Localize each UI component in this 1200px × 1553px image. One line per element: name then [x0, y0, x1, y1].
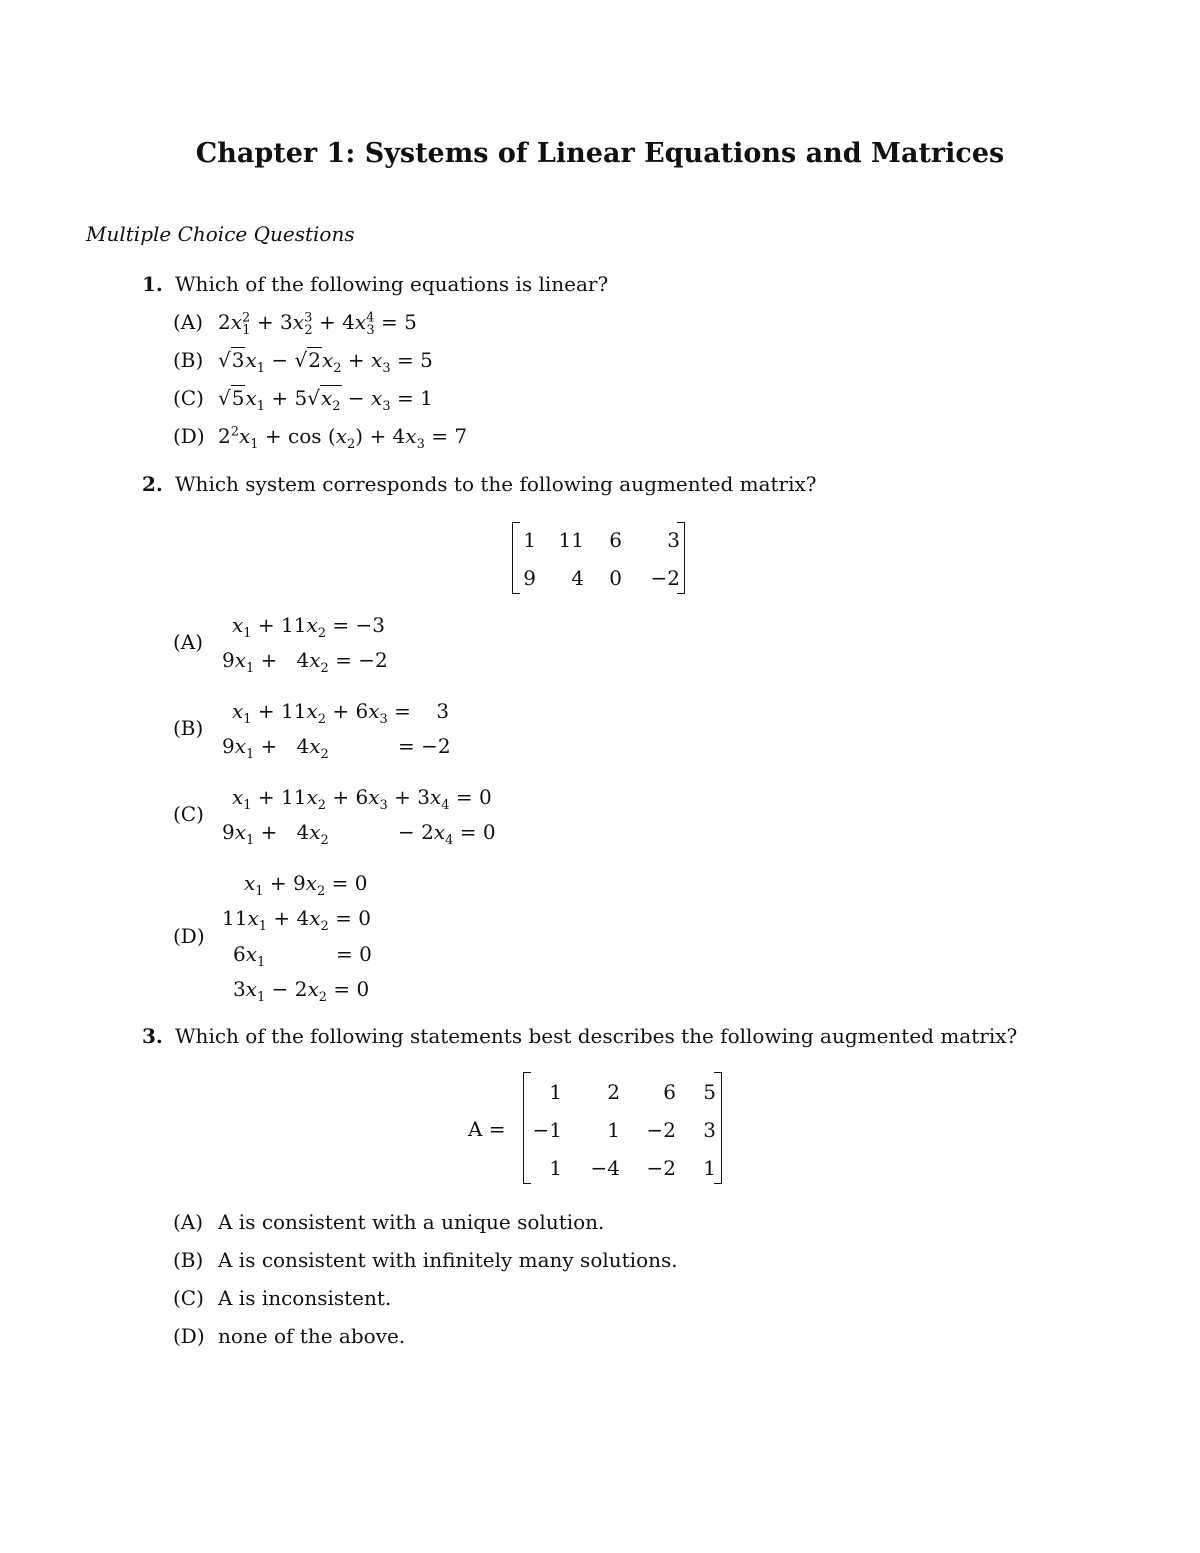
- q2-option-b-equation-2-rhs: = −2: [398, 734, 451, 758]
- matrix-cell: −1: [532, 1118, 562, 1142]
- question-1-number: 1.: [142, 272, 163, 296]
- q2-option-c-equation-2: $9x_1 + 4x_2$: [222, 820, 329, 848]
- question-2-text: Which system corresponds to the following augmented matrix?: [175, 472, 817, 496]
- q2-option-a-equation-2: $9x_1 + 4x_2 = -2$: [222, 648, 388, 676]
- matrix-cell: 2: [607, 1080, 620, 1104]
- question-2-number: 2.: [142, 472, 163, 496]
- matrix-cell: 9: [523, 566, 536, 590]
- q2-option-d-equation-3-rhs: = 0: [336, 942, 372, 966]
- q1-option-a-label: (A): [173, 310, 204, 334]
- q3-option-b-text: A is consistent with infinitely many solutions.: [218, 1248, 678, 1272]
- matrix-cell: 4: [571, 566, 584, 590]
- q2-option-c-equation-2-rhs: − $2x_4 = 0$: [398, 820, 496, 848]
- matrix-cell: 1: [549, 1156, 562, 1180]
- question-3-text: Which of the following statements best describes the following augmented matrix?: [175, 1024, 1018, 1048]
- page-title: Chapter 1: Systems of Linear Equations and Matrices: [195, 138, 1005, 169]
- q2-option-b-label: (B): [173, 716, 204, 740]
- question-3-number: 3.: [142, 1024, 163, 1048]
- q3-option-a-text: A is consistent with a unique solution.: [218, 1210, 605, 1234]
- matrix-cell: 6: [609, 528, 622, 552]
- matrix-cell: 5: [703, 1080, 716, 1104]
- matrix-cell: 1: [549, 1080, 562, 1104]
- matrix-cell: −2: [646, 1156, 676, 1180]
- q3-option-c-text: A is inconsistent.: [218, 1286, 392, 1310]
- q3-option-d-text: none of the above.: [218, 1324, 406, 1348]
- q2-option-d-equation-4: $3x_1 - 2x_2 = 0$: [233, 977, 370, 1005]
- q2-option-a-equation-1: $x_1 + 11x_2 = -3$: [232, 613, 386, 641]
- matrix-cell: 1: [607, 1118, 620, 1142]
- q1-option-a-equation: $2x^2_1 + 3x^3_2 + 4x^4_3 = 5$: [218, 310, 417, 338]
- q2-option-a-label: (A): [173, 630, 204, 654]
- matrix-cell: 11: [558, 528, 584, 552]
- section-heading: Multiple Choice Questions: [86, 222, 355, 246]
- q3-option-b-label: (B): [173, 1248, 204, 1272]
- q2-option-d-equation-3: $6x_1$: [233, 942, 266, 970]
- matrix-cell: −2: [650, 566, 680, 590]
- matrix-cell: 0: [609, 566, 622, 590]
- q2-option-c-equation-1: $x_1 + 11x_2 + 6x_3 + 3x_4 = 0$: [232, 785, 492, 813]
- matrix-name: A =: [468, 1117, 506, 1141]
- q3-option-a-label: (A): [173, 1210, 204, 1234]
- q1-option-c-equation: $√5x_1 + 5√x_2 - x_3 = 1$: [218, 386, 433, 414]
- question-1-text: Which of the following equations is linear?: [175, 272, 609, 296]
- q1-option-c-label: (C): [173, 386, 204, 410]
- q2-option-d-equation-2: $11x_1 + 4x_2 = 0$: [222, 906, 371, 934]
- matrix-cell: −4: [590, 1156, 620, 1180]
- matrix-cell: 1: [703, 1156, 716, 1180]
- matrix-cell: −2: [646, 1118, 676, 1142]
- matrix-cell: 1: [523, 528, 536, 552]
- matrix-cell: 3: [667, 528, 680, 552]
- q2-option-b-equation-1: $x_1 + 11x_2 + 6x_3$ = 3: [232, 699, 450, 727]
- q1-option-d-label: (D): [173, 424, 205, 448]
- q2-option-d-label: (D): [173, 924, 205, 948]
- matrix-cell: 3: [703, 1118, 716, 1142]
- q3-option-d-label: (D): [173, 1324, 205, 1348]
- q3-option-c-label: (C): [173, 1286, 204, 1310]
- q1-option-b-equation: $√3x_1 - √2x_2 + x_3 = 5$: [218, 348, 433, 376]
- q1-option-d-equation: $2^2x_1 + \cos (x_2) + 4x_3 = 7$: [218, 424, 468, 452]
- q1-option-b-label: (B): [173, 348, 204, 372]
- q2-option-d-equation-1: $x_1 + 9x_2 = 0$: [244, 871, 368, 899]
- matrix-cell: 6: [663, 1080, 676, 1104]
- q2-option-c-label: (C): [173, 802, 204, 826]
- q2-option-b-equation-2: $9x_1 + 4x_2$: [222, 734, 329, 762]
